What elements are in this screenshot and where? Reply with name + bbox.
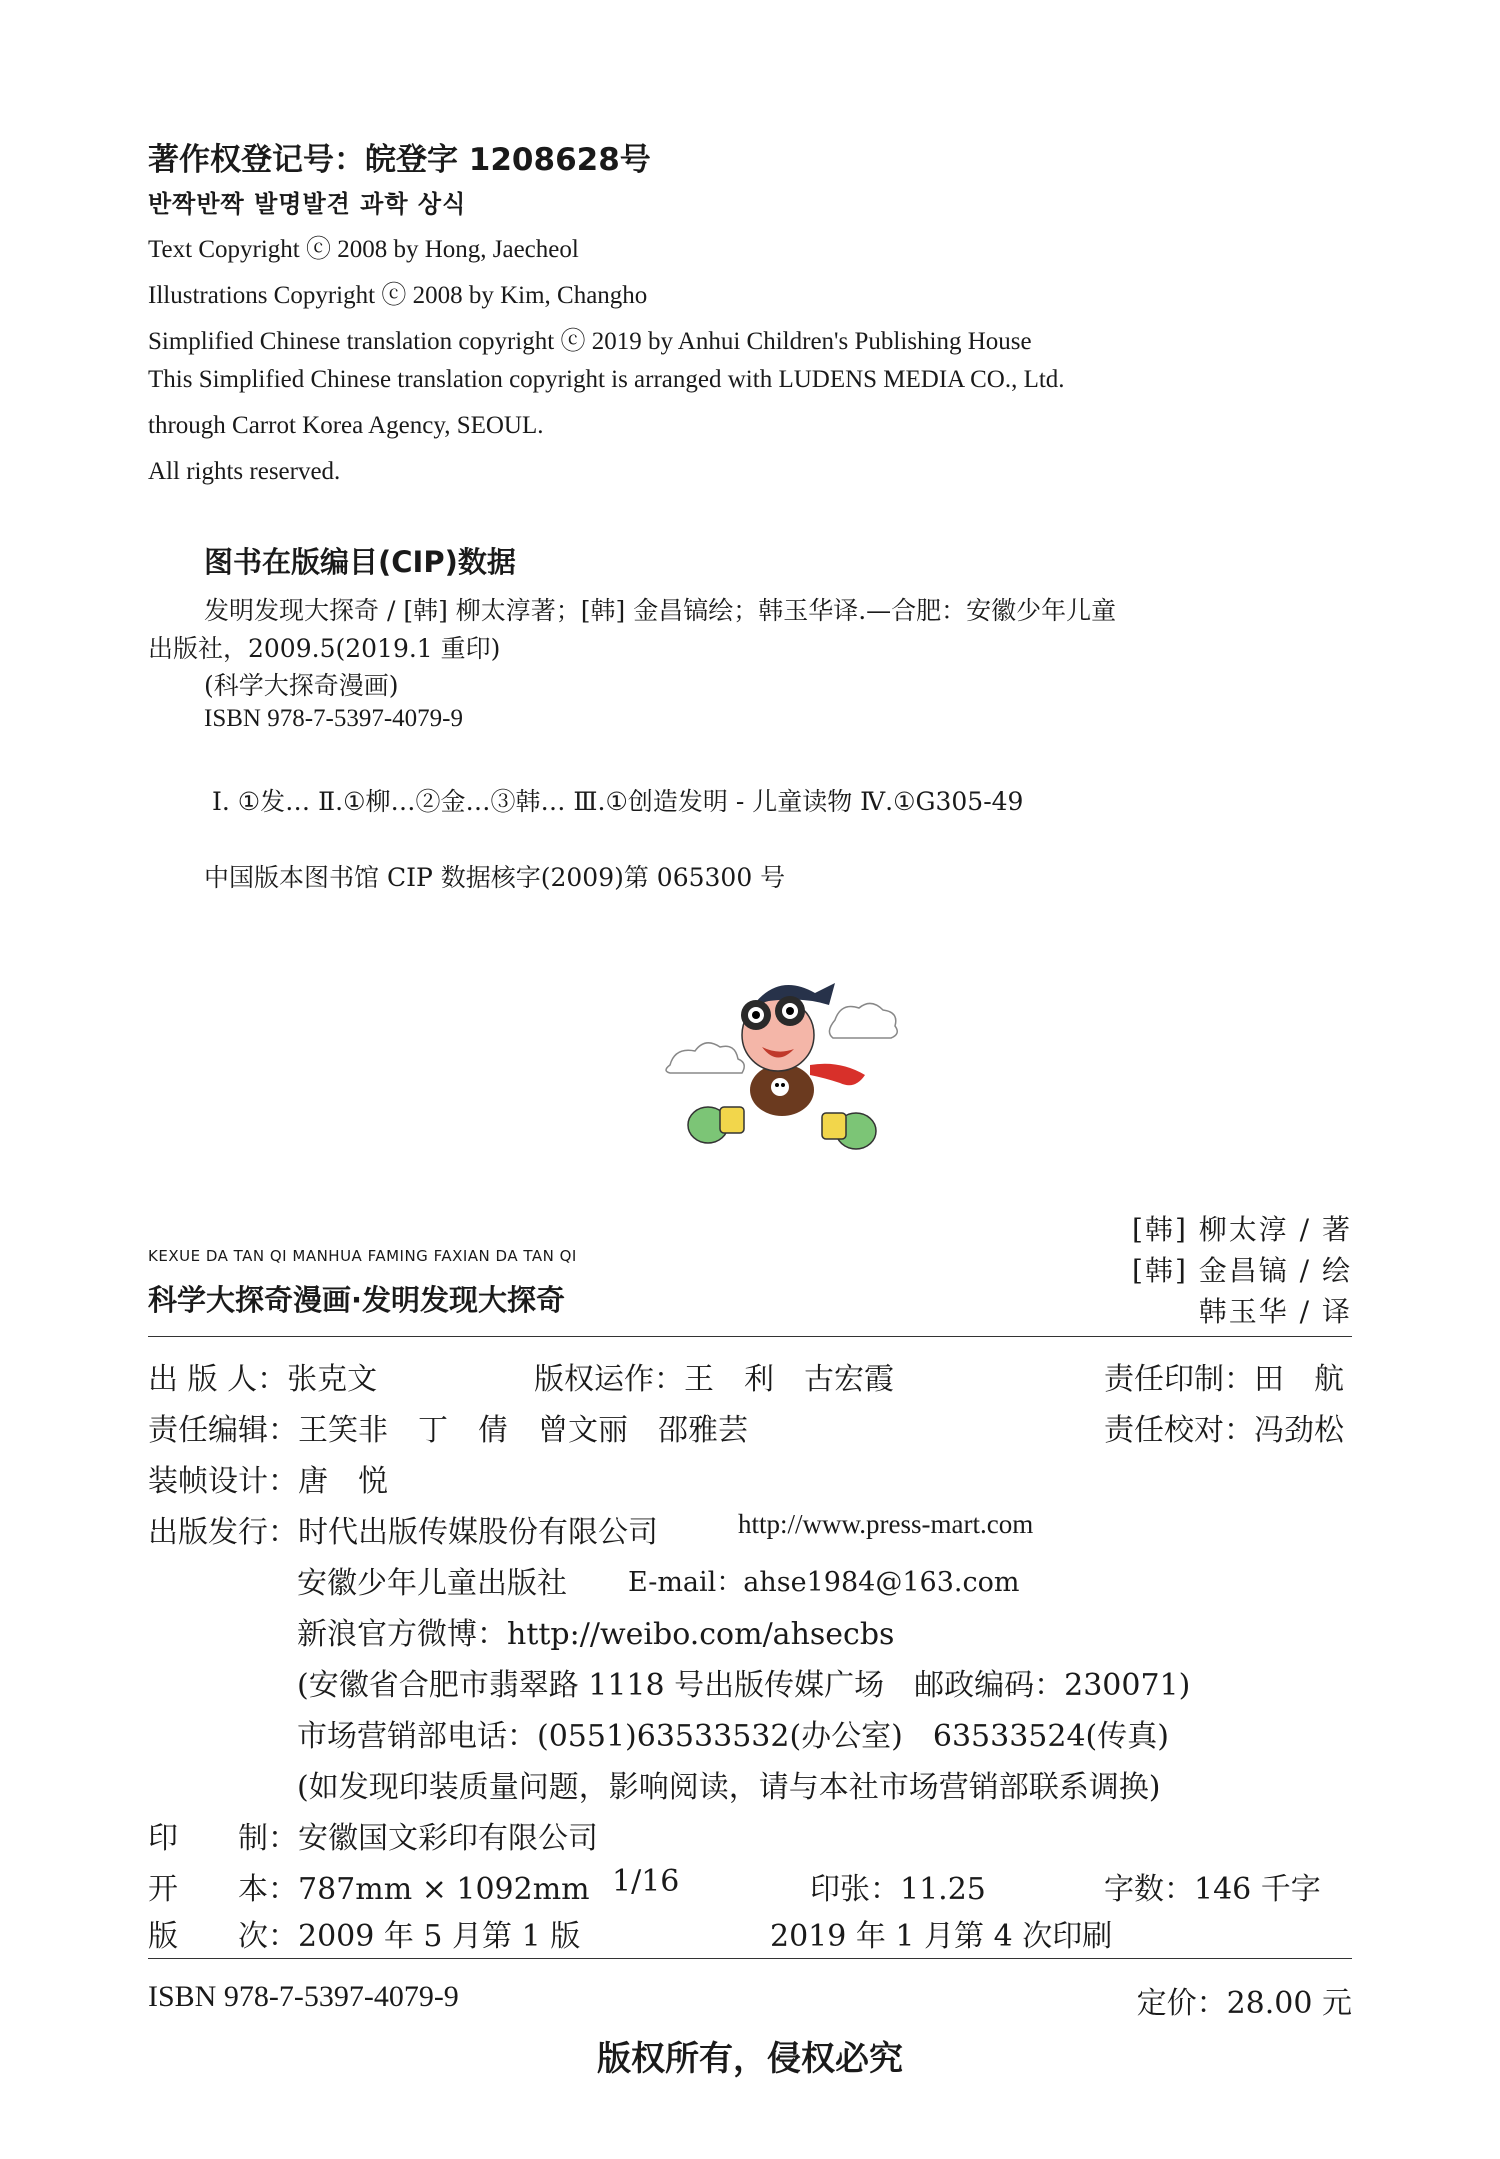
publisher: 出 版 人：张克文 xyxy=(148,1362,378,1397)
sheets: 印张：11.25 xyxy=(810,1872,986,1907)
copyright-registration: 著作权登记号：皖登字 1208628号 xyxy=(148,142,651,178)
copyright-line-translation: Simplified Chinese translation copyright ⓒ 2019 by Anhui Children's Publishing House xyxy=(148,328,1032,355)
series-title: 科学大探奇漫画·发明发现大探奇 xyxy=(148,1283,566,1317)
divider-bottom xyxy=(148,1958,1352,1959)
cip-classification: Ⅰ. ①发… Ⅱ.①柳…②金…③韩… Ⅲ.①创造发明 - 儿童读物 Ⅳ.①G305-49 xyxy=(212,787,1024,816)
divider-top xyxy=(148,1336,1352,1337)
printer: 印 制：安徽国文彩印有限公司 xyxy=(148,1821,598,1856)
price: 定价：28.00 元 xyxy=(1136,1986,1352,2021)
author: [韩] 柳太淳 / 著 xyxy=(1132,1213,1352,1246)
rights-notice: 版权所有，侵权必究 xyxy=(597,2039,903,2079)
quality-notice: (如发现印装质量问题，影响阅读，请与本社市场营销部联系调换) xyxy=(297,1770,1161,1805)
series-pinyin: KEXUE DA TAN QI MANHUA FAMING FAXIAN DA TAN QI xyxy=(148,1247,577,1265)
cip-line-1: 发明发现大探奇 / [韩] 柳太淳著；[韩] 金昌镐绘；韩玉华译.—合肥：安徽少年儿童 xyxy=(204,596,1117,625)
press-email[interactable]: E-mail：ahse1984@163.com xyxy=(628,1567,1020,1598)
cip-title: 图书在版编目(CIP)数据 xyxy=(204,545,516,579)
edition: 版 次：2009 年 5 月第 1 版 xyxy=(148,1919,581,1954)
rights-manager: 版权运作：王 利 古宏霞 xyxy=(534,1362,894,1397)
copyright-line-text: Text Copyright ⓒ 2008 by Hong, Jaecheol xyxy=(148,236,579,263)
cip-line-2: 出版社，2009.5(2019.1 重印) xyxy=(148,634,501,663)
cip-line-3: (科学大探奇漫画) xyxy=(204,671,399,700)
translator: 韩玉华 / 译 xyxy=(1198,1295,1352,1328)
word-count: 字数：146 千字 xyxy=(1104,1872,1321,1907)
proofreader: 责任校对：冯劲松 xyxy=(1104,1413,1344,1448)
copyright-line-illustrations: Illustrations Copyright ⓒ 2008 by Kim, Changho xyxy=(148,282,648,309)
print-supervisor: 责任印制：田 航 xyxy=(1104,1362,1344,1397)
copyright-line-arrangement: This Simplified Chinese translation copyright is arranged with LUDENS MEDIA CO., Ltd. xyxy=(148,366,1065,393)
distributor: 出版发行：时代出版传媒股份有限公司 xyxy=(148,1515,658,1550)
phone: 市场营销部电话：(0551)63533532(办公室) 63533524(传真) xyxy=(297,1719,1169,1754)
copyright-line-agency: through Carrot Korea Agency, SEOUL. xyxy=(148,412,544,439)
isbn: ISBN 978-7-5397-4079-9 xyxy=(148,1980,459,2013)
address: (安徽省合肥市翡翠路 1118 号出版传媒广场 邮政编码：230071) xyxy=(297,1668,1191,1703)
distributor-url[interactable]: http://www.press-mart.com xyxy=(738,1509,1034,1539)
mascot-illustration xyxy=(660,975,910,1155)
press-name: 安徽少年儿童出版社 xyxy=(297,1566,567,1601)
designer: 装帧设计：唐 悦 xyxy=(148,1464,388,1499)
format-fraction: 1/16 xyxy=(612,1864,680,1899)
format: 开 本：787mm × 1092mm xyxy=(148,1872,590,1907)
copyright-line-rights: All rights reserved. xyxy=(148,458,341,485)
editors: 责任编辑：王笑非 丁 倩 曾文丽 邵雅芸 xyxy=(148,1413,748,1448)
weibo: 新浪官方微博：http://weibo.com/ahsecbs xyxy=(297,1617,895,1652)
cip-library: 中国版本图书馆 CIP 数据核字(2009)第 065300 号 xyxy=(204,863,786,892)
illustrator: [韩] 金昌镐 / 绘 xyxy=(1132,1254,1352,1287)
cip-isbn: ISBN 978-7-5397-4079-9 xyxy=(204,705,464,732)
korean-title: 반짝반짝 발명발견 과학 상식 xyxy=(148,190,467,218)
printing: 2019 年 1 月第 4 次印刷 xyxy=(770,1919,1113,1954)
